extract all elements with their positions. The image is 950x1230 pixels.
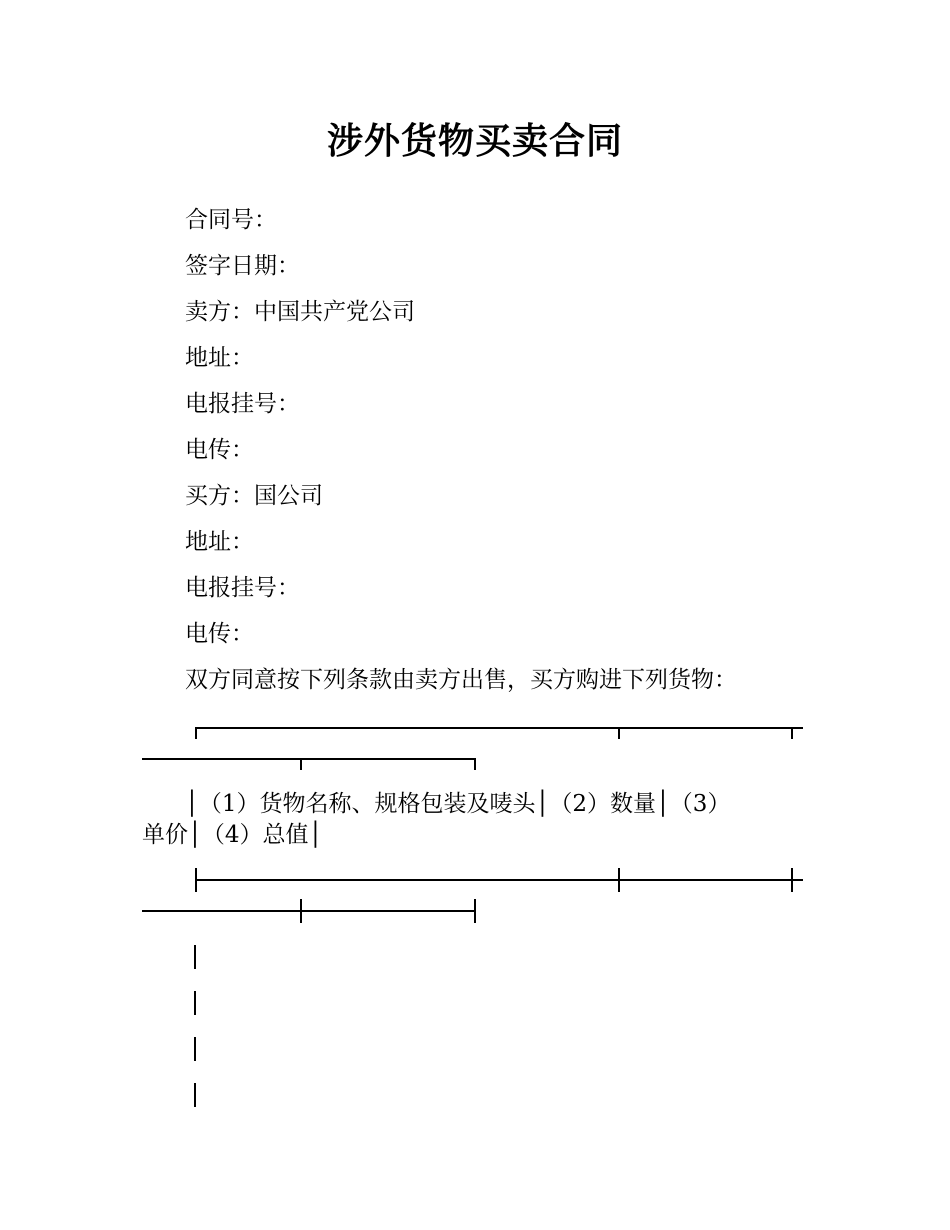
seller-field: 卖方：中国共产党公司 [185,299,415,325]
buyer-telex-field: 电传： [185,621,254,647]
buyer-address-field: 地址： [185,529,254,555]
table-row-bar [194,1037,196,1061]
contract-title: 涉外货物买卖合同 [326,121,623,162]
seller-telex-field: 电传： [185,437,254,463]
buyer-cable-field: 电报挂号： [185,575,300,601]
signing-date-field: 签字日期： [185,253,300,279]
table-header-line-2: 单价│（4）总值│ [142,822,323,848]
table-row-bar [194,1083,196,1107]
buyer-field: 买方：国公司 [185,483,323,509]
table-row-bar [194,991,196,1015]
contract-number-field: 合同号： [185,207,277,233]
table-row-bar [194,945,196,969]
seller-address-field: 地址： [185,345,254,371]
seller-cable-field: 电报挂号： [185,391,300,417]
agreement-statement: 双方同意按下列条款由卖方出售，买方购进下列货物： [185,667,737,693]
table-header-line-1: │（1）货物名称、规格包装及唛头│（2）数量│（3） [185,791,731,817]
